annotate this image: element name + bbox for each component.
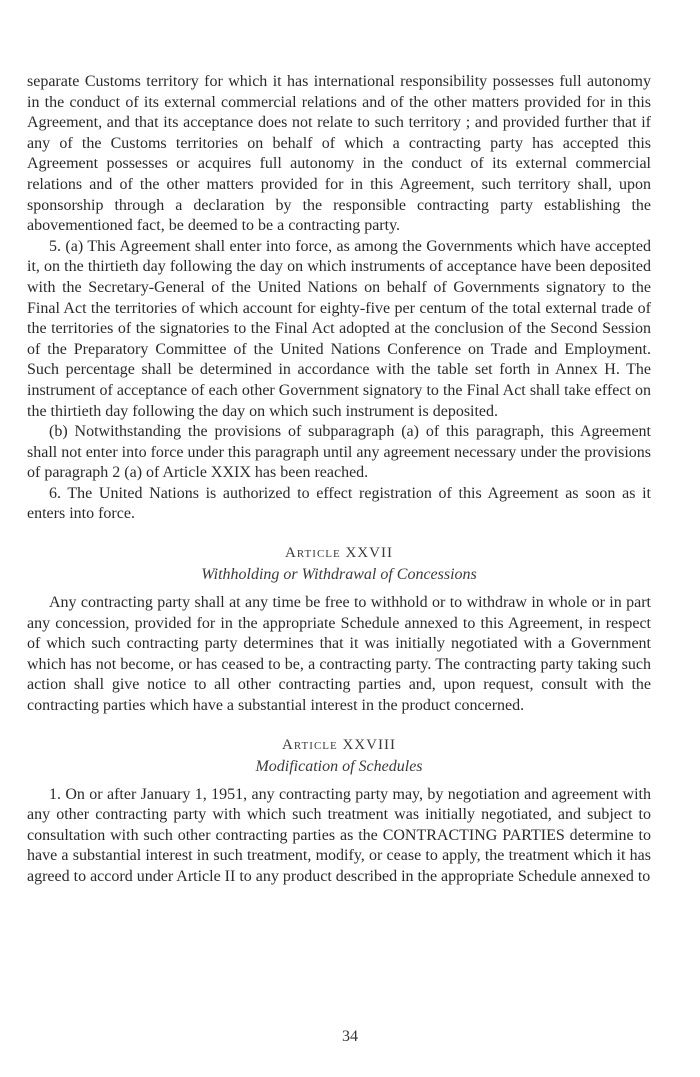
article-xxvii-text: Any contracting party shall at any time be free to withhold or to withdraw in whole or in part any concession, provided for in the appropriate Schedule annexed to this Agreement, in respect of which such contracting party determines that it was initially negotiated with a Government which has not become, or has ceased to be, a contracting party. The contracting party taking such action shall give notice to all other contracting parties and, upon request, consult with the contracting parties which have a substantial interest in the product concerned. (27, 594, 651, 715)
document-page (27, 72, 651, 888)
article-xxviii-text: 1. On or after January 1, 1951, any contracting party may, by negotiation and agreement with any other contracting party with which such treatment was initially negotiated, and subject to consultation with such other contracting parties as the CONTRACTING PARTIES determine to have a substantial interest in such treatment, modify, or cease to apply, the treatment which it has agreed to accord under Article II to any product described in the appropriate Schedule annexed to (27, 785, 651, 885)
article-xxvii-subtitle: Withholding or Withdrawal of Concessions (201, 566, 477, 584)
page-number: 34 (342, 1028, 358, 1045)
intro-paragraph: separate Customs territory for which it has international responsibility possesses full autonomy in the conduct of its external commercial relations and of the other matters provided for in this Agreement, and that its acceptance does not relate to such territory ; and provided further that if any of the Customs territories on behalf of which a contracting party has accepted this Agreement possesses or acquires full autonomy in the conduct of its external commercial relations and of the other matters provided for in this Agreement, such territory shall, upon sponsorship through a declaration by the responsible contracting party establishing the abovementioned fact, be deemed to be a contracting party. (27, 73, 651, 235)
article-xxviii-subtitle: Modification of Schedules (255, 757, 423, 775)
paragraph-6: 6. The United Nations is authorized to effect registration of this Agreement as soon as it enters into force. (27, 484, 651, 523)
article-xxvii-heading: Article XXVII (285, 545, 393, 562)
paragraph-5b: (b) Notwithstanding the provisions of subparagraph (a) of this paragraph, this Agreement shall not enter into force under this paragraph until any agreement necessary under the provisions of paragraph 2 (a) of Article XXIX has been reached. (27, 423, 651, 482)
paragraph-5a: 5. (a) This Agreement shall enter into force, as among the Governments which have accepted it, on the thirtieth day following the day on which instruments of acceptance have been deposited with the Secretary-General of the United Nations on behalf of Governments signatory to the Final Act the territories of which account for eighty-five per centum of the total external trade of the territories of the signatories to the Final Act adopted at the conclusion of the Second Session of the Preparatory Committee of the United Nations Conference on Trade and Employment. Such percentage shall be determined in accordance with the table set forth in Annex H. The instrument of acceptance of each other Government signatory to the Final Act shall take effect on the thirtieth day following the day on which such instrument is deposited. (27, 237, 651, 420)
article-xxviii-heading: Article XXVIII (282, 736, 396, 753)
